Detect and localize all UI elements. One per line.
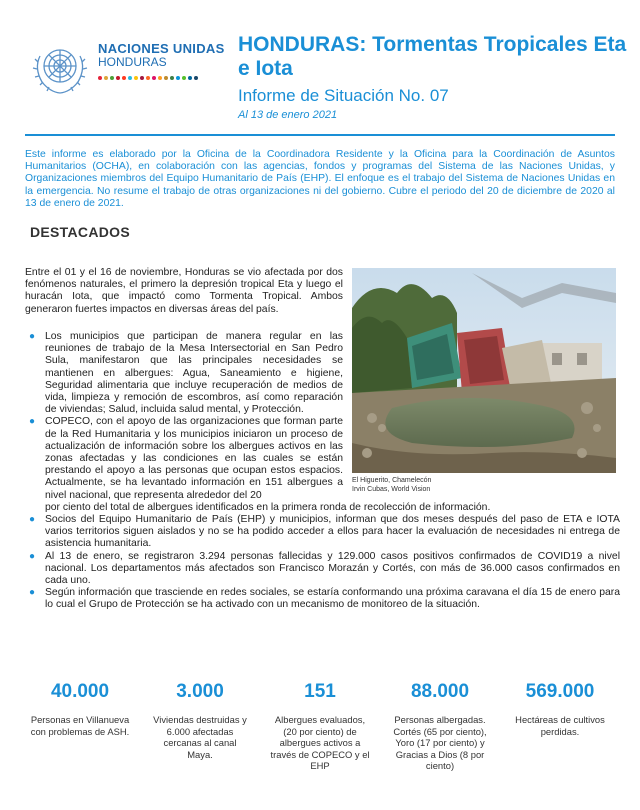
- bullet-icon: ●: [29, 416, 36, 428]
- key-figure-description: Personas en Villanueva con problemas de ASH.: [30, 714, 130, 737]
- list-item: ● Al 13 de enero, se registraron 3.294 personas fallecidas y 129.000 casos positivos confirmados de COVID19 a nivel nacional. Los departamentos más afectados son Francisco Morazán y Cortés, con más de 36.000 casos confirmados en cada uno.: [29, 550, 620, 587]
- color-dot: [128, 76, 132, 80]
- color-dot: [170, 76, 174, 80]
- key-figure-value: 569.000: [525, 681, 595, 702]
- report-title: HONDURAS: Tormentas Tropicales Eta e Iota: [238, 33, 627, 80]
- key-figure-value: 88.000: [410, 681, 470, 702]
- org-subtitle: HONDURAS: [98, 55, 167, 69]
- color-dot: [146, 76, 150, 80]
- bullet-icon: ●: [29, 550, 36, 562]
- key-figure-description: Albergues evaluados, (20 por ciento) de albergues activos a través de COPECO y el EHP: [270, 714, 370, 771]
- list-item: ● Socios del Equipo Humanitario de País (EHP) y municipios, informan que dos meses después del paso de ETA e IOTA varios territorios siguen aislados y no se ha podido acceder a ellos para hacer la evaluación de necesidades ni entrega de asistencia humanitaria.: [29, 514, 620, 550]
- color-dot: [116, 76, 120, 80]
- color-dot: [182, 76, 186, 80]
- list-item: ● Los municipios que participan de manera regular en las reuniones de trabajo de la Mesa Intersectorial en San Pedro Sula, manifestaron que las principales necesidades se mantienen en albergues: Agua, Saneamiento e higiene, Seguridad alimentaria que incluye recuperación de medios de vida, limpieza y remoción de escombros, así como reparación de viviendas; Salud, incluida salud mental, y Protección.: [29, 331, 343, 416]
- highlights-list: [25, 331, 620, 612]
- bullet-icon: ●: [29, 587, 36, 599]
- context-paragraph: Entre el 01 y el 16 de noviembre, Honduras se vio afectada por dos fenómenos naturales, el primero la depresión tropical Eta y luego el huracán Iota, que impactó como Tormenta Tropical. Ambos generaron fuertes impactos en diversas áreas del país.: [25, 267, 343, 315]
- key-figures: [20, 680, 620, 772]
- color-dot: [176, 76, 180, 80]
- color-dot: [110, 76, 114, 80]
- bullet-icon: ●: [29, 331, 36, 342]
- color-dot: [104, 76, 108, 80]
- key-figure: [380, 680, 500, 772]
- photo-caption-credit: Irvin Cubas, World Vision: [352, 486, 431, 493]
- report-date: Al 13 de enero 2021: [238, 109, 338, 121]
- color-dot: [194, 76, 198, 80]
- key-figure-description: Viviendas destruidas y 6.000 afectadas cercanas al canal Maya.: [153, 714, 247, 760]
- sdg-dots: [98, 76, 198, 80]
- key-figure-description: Personas albergadas. Cortés (65 por ciento), Yoro (17 por ciento) y Gracias a Dios (8 por ciento): [393, 714, 487, 771]
- color-dot: [140, 76, 144, 80]
- key-figure: [500, 680, 620, 772]
- report-subtitle: Informe de Situación No. 07: [238, 86, 449, 105]
- intro-paragraph: Este informe es elaborado por la Oficina de la Coordinadora Residente y la Oficina para la Coordinación de Asuntos Humanitarios (OCHA), en colaboración con las agencias, fondos y programas del Sistema de las Naciones Unidas, y Organizaciones miembros del Equipo Humanitario de País (EHP). El enfoque es el trabajo del Sistema de Naciones Unidas en la emergencia. No resume el trabajo de otras organizaciones ni del gobierno. Cubre el periodo del 20 de diciembre de 2020 al 13 de enero de 2021.: [25, 149, 615, 209]
- color-dot: [188, 76, 192, 80]
- bullet-icon: ●: [29, 514, 36, 526]
- key-figure: [260, 680, 380, 772]
- color-dot: [158, 76, 162, 80]
- section-heading: DESTACADOS: [30, 224, 130, 240]
- color-dot: [134, 76, 138, 80]
- list-item: ● Según información que trasciende en redes sociales, se estaría conformando una próxima caravana el día 15 de enero para lo cual el Grupo de Protección se ha activado con un mecanismo de monitoreo de la situación.: [29, 587, 620, 611]
- org-name: NACIONES UNIDAS: [98, 41, 225, 56]
- un-emblem-icon: [30, 38, 90, 98]
- list-item: ● COPECO, con el apoyo de las organizaciones que forman parte de la Red Humanitaria y los municipios iniciaron un proceso de actualización de información sobre los albergues activos en las zonas afectadas y las condiciones en las cuales se están prestando el apoyo a las personas que ocupan estos espacios. Actualmente, se ha levantado información en 151 albergues a nivel nacional, que representa alrededor del 20: [29, 416, 343, 501]
- key-figure-value: 151: [304, 681, 336, 702]
- color-dot: [152, 76, 156, 80]
- list-item-continuation: por ciento del total de albergues identificados en la primera ronda de recolección de información.: [45, 501, 491, 513]
- color-dot: [122, 76, 126, 80]
- photo-caption-location: El Higuerito, Chamelecón: [352, 477, 432, 484]
- header-divider: [25, 134, 615, 136]
- key-figure-value: 3.000: [176, 681, 224, 702]
- key-figure: [20, 680, 140, 772]
- key-figure-value: 40.000: [50, 681, 110, 702]
- color-dot: [164, 76, 168, 80]
- key-figure: [140, 680, 260, 772]
- color-dot: [98, 76, 102, 80]
- key-figure-description: Hectáreas de cultivos perdidas.: [515, 714, 605, 737]
